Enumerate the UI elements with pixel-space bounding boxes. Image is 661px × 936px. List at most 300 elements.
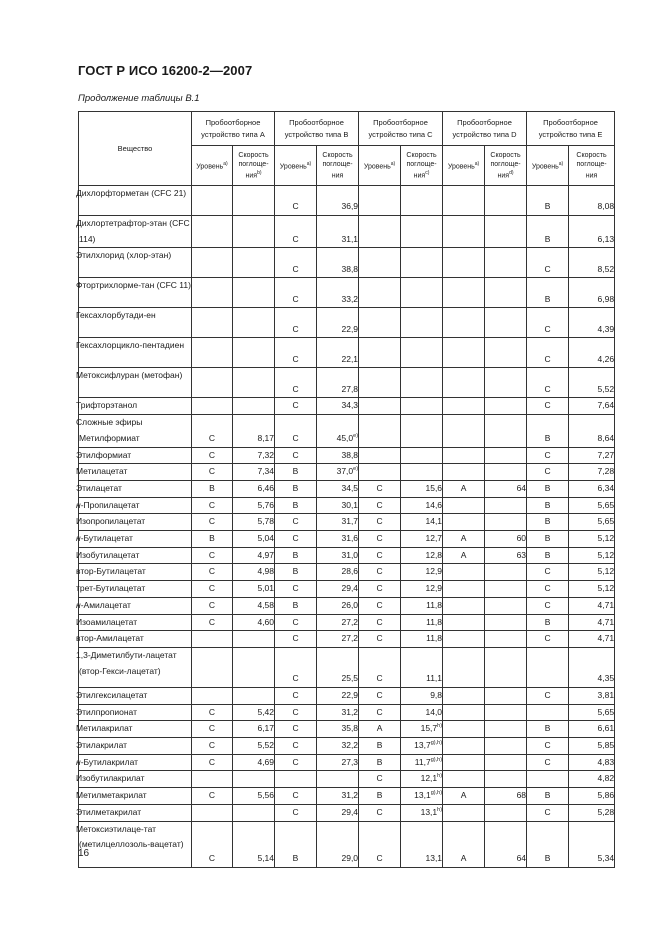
level-value: B: [544, 201, 551, 212]
rate-value: 26,0: [341, 599, 359, 610]
level-cell: [275, 564, 317, 581]
rate-value: 31,1: [341, 233, 359, 244]
level-cell: [359, 721, 401, 738]
substance-cell: [76, 514, 192, 531]
rate-value: 7,32: [257, 449, 275, 460]
rate-value: 4,35: [597, 673, 615, 684]
rate-cell: [317, 771, 359, 788]
table-row: [79, 248, 615, 278]
level-cell: [527, 480, 569, 497]
table-row: [79, 597, 615, 614]
level-value: B: [376, 756, 383, 767]
rate-value: 22,1: [341, 353, 359, 364]
table-row: [79, 278, 615, 308]
level-cell: [359, 514, 401, 531]
rate-cell: [317, 514, 359, 531]
substance-name: Этилформиат: [76, 449, 132, 460]
level-value: B: [376, 740, 383, 751]
rate-cell: [485, 480, 527, 497]
level-cell: [527, 771, 569, 788]
level-cell: [443, 447, 485, 464]
level-value: B: [292, 566, 299, 577]
table-row: [79, 647, 615, 687]
level-cell: [192, 464, 233, 481]
level-value: C: [208, 852, 216, 863]
level-value: B: [209, 482, 215, 493]
level-cell: [443, 547, 485, 564]
substance-name: н-Бутилацетат: [76, 533, 133, 544]
substance-cell: [76, 721, 192, 738]
table-row: [79, 368, 615, 398]
level-value: B: [544, 499, 551, 510]
level-cell: [359, 754, 401, 771]
rate-cell: [401, 547, 443, 564]
rate-cell: [401, 497, 443, 514]
rate-value: 5,12: [597, 533, 615, 544]
substance-cell: [76, 447, 192, 464]
level-value: C: [208, 706, 216, 717]
rate-cell: [317, 415, 359, 447]
rate-value: 38,8: [341, 263, 359, 274]
level-cell: [275, 248, 317, 278]
level-cell: [527, 308, 569, 338]
level-value: C: [208, 723, 216, 734]
level-cell: [443, 687, 485, 704]
rate-header: [569, 146, 615, 186]
level-cell: [192, 186, 233, 216]
level-cell: [359, 614, 401, 631]
level-header-text: Уровень: [363, 163, 391, 171]
level-value: C: [208, 466, 216, 477]
level-value: C: [376, 633, 383, 644]
footnote-ref: h): [437, 773, 443, 780]
rate-cell: [569, 771, 615, 788]
rate-cell: [569, 547, 615, 564]
rate-header-line: поглоще-: [576, 160, 607, 168]
level-value: A: [460, 482, 467, 493]
rate-value: 5,42: [257, 706, 275, 717]
rate-cell: [233, 464, 275, 481]
rate-cell: [317, 738, 359, 755]
rate-value: 4,26: [597, 353, 615, 364]
rate-cell: [233, 721, 275, 738]
level-cell: [359, 447, 401, 464]
rate-value: 11,8: [426, 616, 443, 627]
rate-cell: [569, 308, 615, 338]
rate-cell: [485, 398, 527, 415]
rate-value: 8,64: [597, 432, 615, 443]
level-cell: [192, 531, 233, 548]
level-cell: [527, 564, 569, 581]
substance-cell: [76, 597, 192, 614]
rate-value: 7,64: [597, 400, 615, 411]
rate-cell: [401, 631, 443, 648]
rate-cell: [401, 788, 443, 805]
level-header-text: Уровень: [279, 163, 307, 171]
rate-value: 5,14: [257, 852, 275, 863]
rate-value: 6,17: [257, 723, 275, 734]
rate-value: 5,12: [597, 583, 615, 594]
level-value: C: [376, 533, 383, 544]
rate-cell: [401, 398, 443, 415]
level-value: C: [292, 740, 299, 751]
rate-value: 68: [516, 790, 527, 801]
level-value: B: [544, 293, 551, 304]
rate-value: 27,8: [341, 383, 359, 394]
rate-cell: [569, 564, 615, 581]
level-value: C: [292, 353, 299, 364]
level-value: B: [376, 790, 383, 801]
rate-header-line: поглоще-: [322, 160, 353, 168]
rate-value: 5,78: [257, 516, 275, 527]
rate-cell: [317, 687, 359, 704]
level-cell: [443, 308, 485, 338]
rate-value: 34,3: [341, 400, 359, 411]
rate-cell: [317, 447, 359, 464]
rate-value: 15,6: [425, 482, 443, 493]
rate-value: 7,28: [597, 466, 615, 477]
level-cell: [192, 631, 233, 648]
substance-cell: [76, 788, 192, 805]
level-cell: [275, 278, 317, 308]
rate-cell: [569, 514, 615, 531]
substance-name: Этилметакрилат: [76, 806, 142, 817]
level-value: C: [376, 689, 383, 700]
level-header: [359, 146, 401, 186]
substance-cell: [76, 338, 192, 368]
level-cell: [359, 480, 401, 497]
substance-cell: [76, 704, 192, 721]
level-cell: [527, 186, 569, 216]
level-header-note: a): [558, 160, 564, 167]
level-cell: [527, 464, 569, 481]
level-cell: [275, 447, 317, 464]
substance-name: Метоксифлуран (метофан): [76, 370, 183, 381]
rate-value: 33,2: [341, 293, 359, 304]
rate-cell: [401, 687, 443, 704]
rate-value: 27,3: [341, 756, 359, 767]
rate-cell: [233, 647, 275, 687]
footnote-ref: g),h): [430, 740, 443, 747]
substance-cell: [76, 614, 192, 631]
level-value: C: [292, 706, 299, 717]
rate-value: 5,85: [597, 740, 615, 751]
level-cell: [443, 514, 485, 531]
level-cell: [443, 647, 485, 687]
level-value: B: [544, 723, 551, 734]
level-cell: [275, 771, 317, 788]
rate-value: 6,34: [597, 482, 615, 493]
table-row: [79, 614, 615, 631]
rate-value: 34,5: [341, 482, 359, 493]
level-value: C: [376, 806, 383, 817]
rate-cell: [317, 480, 359, 497]
rate-cell: [401, 754, 443, 771]
level-value: C: [376, 583, 383, 594]
level-cell: [275, 821, 317, 867]
rate-value: 5,12: [597, 549, 615, 560]
level-header-text: Уровень: [531, 163, 559, 171]
rate-value: 9,8: [430, 689, 443, 700]
rate-header-note: b): [257, 169, 262, 176]
footnote-ref: h): [437, 806, 443, 813]
header-row-groups: [79, 112, 615, 146]
rate-cell: [401, 531, 443, 548]
rate-cell: [485, 514, 527, 531]
substance-cell: [76, 754, 192, 771]
level-cell: [275, 308, 317, 338]
level-cell: [527, 514, 569, 531]
level-value: C: [292, 293, 299, 304]
level-value: C: [544, 353, 551, 364]
level-value: C: [292, 756, 299, 767]
rate-value: 12,7: [425, 533, 443, 544]
rate-value: 45,0: [336, 432, 354, 443]
rate-header-line: ния: [585, 172, 598, 180]
level-value: C: [208, 616, 216, 627]
rate-value: 12,8: [425, 549, 443, 560]
level-cell: [443, 754, 485, 771]
substance-name: 1,3-Диметилбути-лацетат (втор-Гекси-лацетат): [76, 649, 177, 676]
level-value: C: [544, 566, 551, 577]
rate-cell: [569, 531, 615, 548]
rate-cell: [401, 308, 443, 338]
level-cell: [443, 186, 485, 216]
rate-cell: [401, 564, 443, 581]
rate-value: 4,58: [257, 599, 275, 610]
substance-name: Метоксиэтилаце-тат (метилцеллозоль-вацетат): [76, 823, 184, 850]
level-value: B: [292, 482, 299, 493]
level-value: C: [292, 383, 299, 394]
rate-cell: [233, 821, 275, 867]
rate-cell: [569, 631, 615, 648]
rate-cell: [401, 821, 443, 867]
level-cell: [275, 704, 317, 721]
level-cell: [527, 338, 569, 368]
rate-cell: [569, 464, 615, 481]
rate-cell: [485, 278, 527, 308]
rate-cell: [317, 338, 359, 368]
level-cell: [527, 278, 569, 308]
level-value: C: [544, 383, 551, 394]
rate-cell: [485, 581, 527, 598]
level-cell: [527, 647, 569, 687]
level-value: C: [376, 549, 383, 560]
rate-value: 8,52: [597, 263, 615, 274]
level-value: C: [376, 566, 383, 577]
group-header-a: Пробоотборное устройство типа A: [192, 112, 275, 146]
rate-header-note: c): [425, 169, 430, 176]
rate-cell: [401, 704, 443, 721]
substance-name: Метилакрилат: [76, 723, 133, 734]
rate-cell: [401, 186, 443, 216]
level-cell: [192, 754, 233, 771]
level-cell: [527, 581, 569, 598]
level-cell: [192, 721, 233, 738]
rate-cell: [485, 531, 527, 548]
level-value: C: [292, 449, 299, 460]
rate-cell: [485, 687, 527, 704]
level-value: B: [292, 466, 299, 477]
level-cell: [359, 581, 401, 598]
rate-cell: [569, 338, 615, 368]
rate-cell: [401, 721, 443, 738]
rate-header-line: Скорость: [238, 151, 269, 159]
level-cell: [192, 278, 233, 308]
rate-cell: [317, 186, 359, 216]
level-cell: [275, 368, 317, 398]
level-header-note: a): [474, 160, 480, 167]
substance-cell: [76, 480, 192, 497]
rate-value: 31,2: [341, 706, 359, 717]
rate-cell: [569, 278, 615, 308]
rate-cell: [401, 738, 443, 755]
level-cell: [192, 497, 233, 514]
group-header-d: Пробоотборное устройство типа D: [443, 112, 527, 146]
table-row: [79, 398, 615, 415]
level-value: C: [292, 233, 299, 244]
rate-value: 5,04: [257, 533, 275, 544]
rate-value: 4,69: [257, 756, 275, 767]
rate-cell: [317, 398, 359, 415]
rate-cell: [401, 804, 443, 821]
table-row: [79, 480, 615, 497]
level-cell: [275, 398, 317, 415]
substance-cell: [76, 738, 192, 755]
rate-value: 11,8: [426, 633, 443, 644]
table-row: [79, 771, 615, 788]
rate-cell: [401, 480, 443, 497]
substance-name: Метилметакрилат: [76, 790, 147, 801]
rate-value: 5,65: [597, 516, 615, 527]
substance-cell: [76, 771, 192, 788]
rate-cell: [569, 398, 615, 415]
substance-cell: [76, 804, 192, 821]
rate-cell: [401, 614, 443, 631]
table-row: [79, 687, 615, 704]
rate-cell: [317, 278, 359, 308]
rate-cell: [485, 464, 527, 481]
rate-value: 6,98: [597, 293, 615, 304]
level-cell: [359, 464, 401, 481]
footnote-ref: e): [353, 432, 359, 439]
table-row: [79, 788, 615, 805]
level-cell: [359, 398, 401, 415]
level-header-note: a): [306, 160, 312, 167]
rate-value: 11,7: [414, 756, 431, 767]
rate-cell: [569, 368, 615, 398]
level-cell: [527, 531, 569, 548]
rate-cell: [233, 480, 275, 497]
level-value: C: [544, 449, 551, 460]
level-cell: [443, 531, 485, 548]
rate-header-line: ния: [413, 172, 426, 180]
rate-cell: [401, 447, 443, 464]
rate-cell: [233, 631, 275, 648]
rate-value: 4,60: [257, 616, 275, 627]
rate-cell: [317, 464, 359, 481]
rate-cell: [485, 547, 527, 564]
rate-cell: [569, 447, 615, 464]
level-value: C: [208, 599, 216, 610]
level-cell: [527, 547, 569, 564]
rate-cell: [485, 308, 527, 338]
rate-value: 32,2: [341, 740, 359, 751]
level-cell: [192, 597, 233, 614]
rate-value: 14,6: [425, 499, 443, 510]
level-cell: [275, 415, 317, 447]
rate-cell: [401, 647, 443, 687]
rate-header-line: поглоще-: [406, 160, 437, 168]
rate-cell: [485, 738, 527, 755]
footnote-ref: h): [437, 723, 443, 730]
rate-value: 13,7: [414, 740, 431, 751]
substance-cell: [76, 216, 192, 248]
table-row: [79, 721, 615, 738]
level-cell: [275, 614, 317, 631]
level-cell: [527, 415, 569, 447]
rate-value: 31,6: [341, 533, 359, 544]
rate-cell: [317, 614, 359, 631]
substance-name: Трифторэтанол: [76, 400, 138, 411]
level-cell: [527, 788, 569, 805]
rate-value: 12,1: [420, 773, 438, 784]
substance-cell: [76, 631, 192, 648]
level-value: C: [292, 583, 299, 594]
table-row: [79, 308, 615, 338]
rate-value: 29,4: [341, 583, 359, 594]
level-cell: [359, 597, 401, 614]
level-cell: [443, 614, 485, 631]
substance-cell: [76, 821, 192, 867]
rate-cell: [317, 631, 359, 648]
rate-value: 5,52: [257, 740, 275, 751]
rate-header-line: Скорость: [576, 151, 607, 159]
level-value: C: [544, 756, 551, 767]
rate-cell: [317, 721, 359, 738]
table-row: [79, 447, 615, 464]
table-row: [79, 804, 615, 821]
level-cell: [443, 788, 485, 805]
rate-value: 5,52: [597, 383, 615, 394]
rate-value: 29,0: [341, 852, 359, 863]
level-cell: [527, 754, 569, 771]
level-cell: [443, 564, 485, 581]
rate-cell: [401, 771, 443, 788]
substance-name: Изобутилацетат: [76, 549, 140, 560]
rate-value: 5,86: [597, 790, 615, 801]
group-header-e: Пробоотборное устройство типа E: [527, 112, 615, 146]
level-cell: [192, 398, 233, 415]
rate-value: 38,8: [341, 449, 359, 460]
level-cell: [443, 597, 485, 614]
group-header-c: Пробоотборное устройство типа C: [359, 112, 443, 146]
level-value: C: [544, 323, 551, 334]
rate-value: 8,08: [597, 201, 615, 212]
rate-cell: [317, 248, 359, 278]
footnote-ref: g),h): [430, 756, 443, 763]
level-value: C: [544, 400, 551, 411]
rate-cell: [485, 788, 527, 805]
level-cell: [359, 216, 401, 248]
level-value: C: [544, 806, 551, 817]
level-header-text: Уровень: [447, 163, 475, 171]
level-cell: [527, 248, 569, 278]
substance-cell: [76, 248, 192, 278]
table-row: [79, 704, 615, 721]
rate-cell: [485, 704, 527, 721]
level-value: C: [376, 482, 383, 493]
